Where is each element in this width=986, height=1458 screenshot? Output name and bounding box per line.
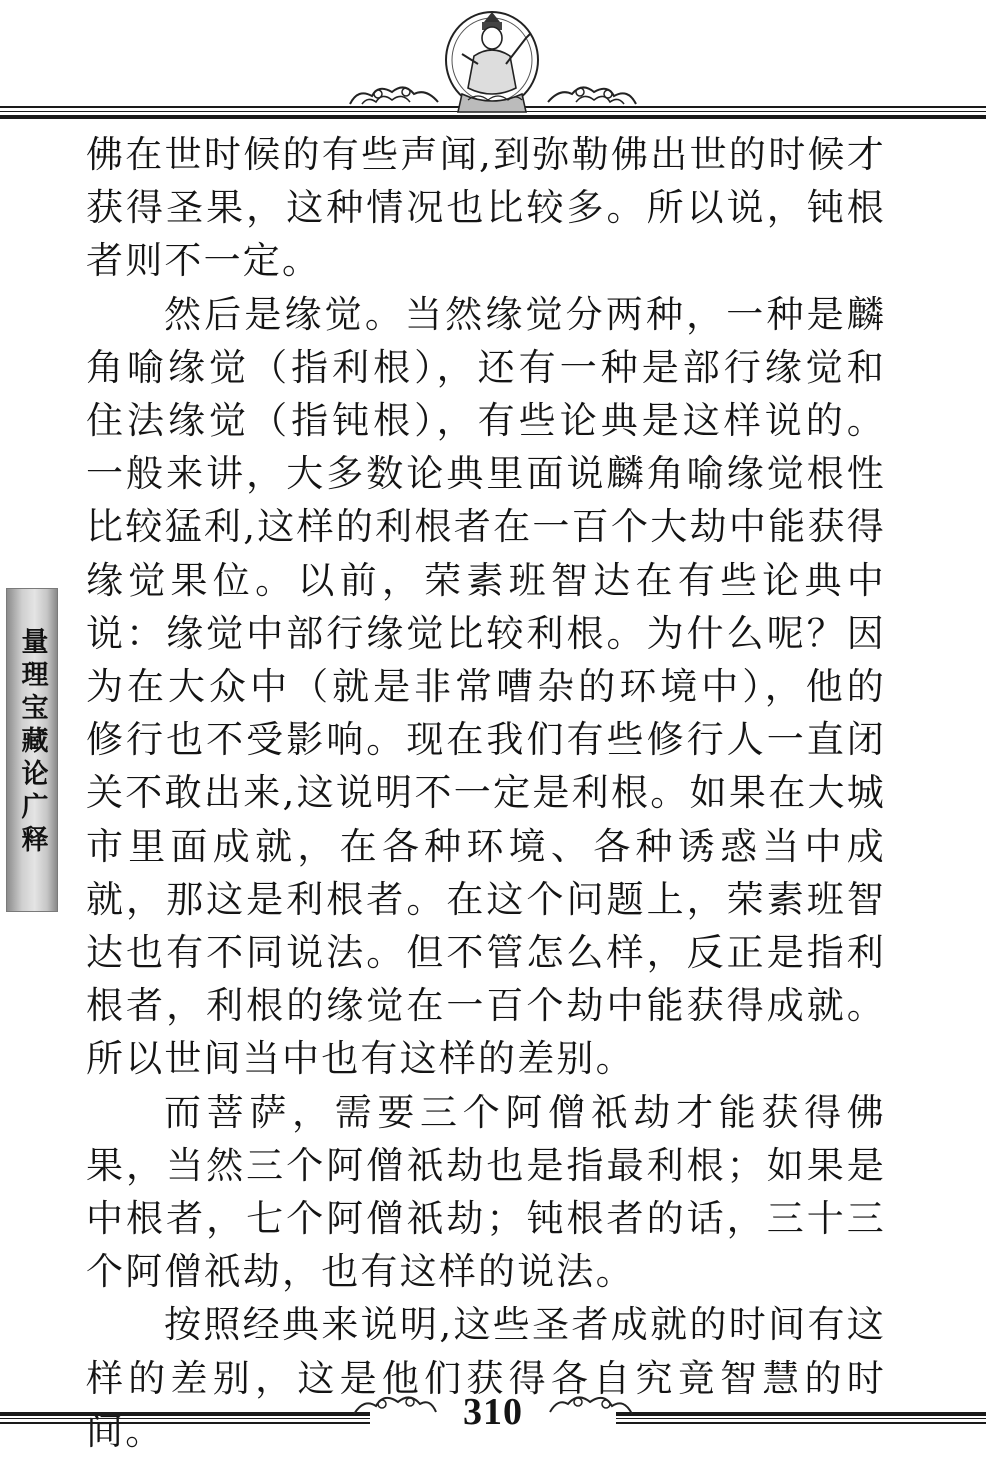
side-tab-title: 量理宝藏论广释 bbox=[16, 627, 48, 858]
guru-figure-illustration bbox=[438, 8, 546, 118]
paragraph: 按照经典来说明,这些圣者成就的时间有这样的差别，这是他们获得各自究竟智慧的时间。 bbox=[86, 1303, 886, 1453]
footer-right-cloud-ornament bbox=[548, 1388, 634, 1420]
footer-left-cloud-ornament bbox=[352, 1388, 438, 1420]
side-tab bbox=[6, 588, 58, 912]
paragraph: 而菩萨，需要三个阿僧祇劫才能获得佛果，当然三个阿僧祇劫也是指最利根；如果是中根者，七个阿僧祇劫；钝根者的话，三十三个阿僧祇劫，也有这样的说法。 bbox=[86, 1090, 886, 1294]
right-cloud-ornament bbox=[546, 80, 638, 110]
paragraph: 佛在世时候的有些声闻,到弥勒佛出世的时候才获得圣果，这种情况也比较多。所以说，钝根者则不一定。 bbox=[86, 133, 886, 283]
left-cloud-ornament bbox=[348, 80, 440, 110]
body-text bbox=[86, 128, 886, 1458]
page-number: 310 bbox=[463, 1391, 523, 1433]
paragraph: 然后是缘觉。当然缘觉分两种，一种是麟角喻缘觉（指利根），还有一种是部行缘觉和住法缘觉（指钝根），有些论典是这样说的。一般来讲，大多数论典里面说麟角喻缘觉根性比较猛利,这样的利根者在一百个大劫中能获得缘觉果位。以前，荣素班智达在有些论典中说：缘觉中部行缘觉比较利根。为什么呢？因为在大众中（就是非常嘈杂的环境中），他的修行也不受影响。现在我们有些修行人一直闭关不敢出来,这说明不一定是利根。如果在大城市里面成就，在各种环境、各种诱惑当中成就，那这是利根者。在这个问题上，荣素班智达也有不同说法。但不管怎么样，反正是指利根者，利根的缘觉在一百个劫中能获得成就。所以世间当中也有这样的差别。 bbox=[86, 292, 886, 1081]
